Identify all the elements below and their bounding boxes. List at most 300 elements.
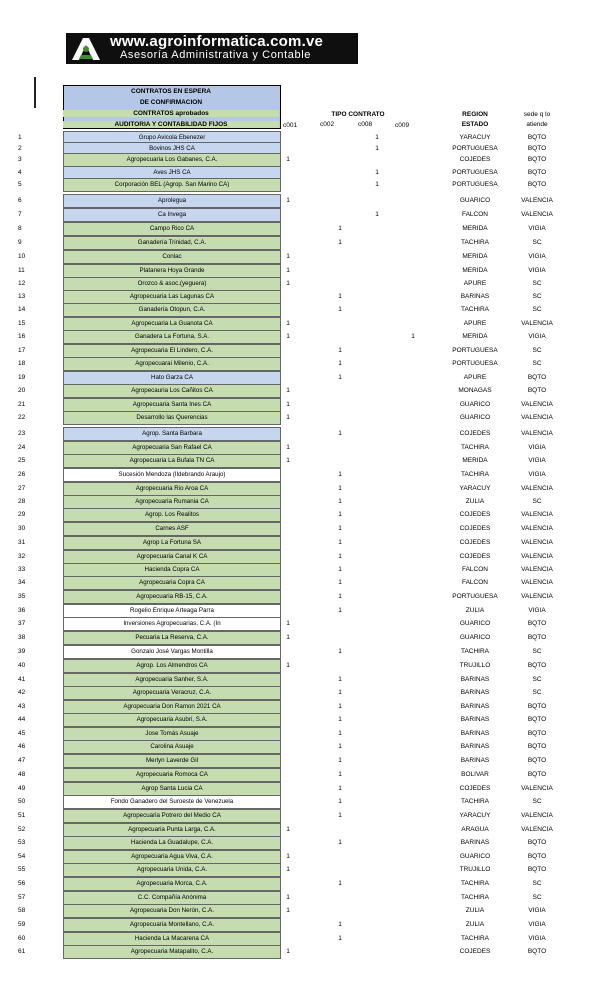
row-number: 41 [18, 676, 26, 683]
row-number: 50 [18, 798, 26, 805]
region-cell: BARINAS [460, 743, 490, 750]
table-row [0, 384, 603, 397]
table-row [0, 631, 603, 644]
row-number: 35 [18, 593, 26, 600]
tipo-c002-cell: 1 [338, 225, 342, 232]
region-cell: MERIDA [462, 225, 488, 232]
company-name-cell[interactable]: Sucesión Mendoza (Ildebrando Araujo) [63, 468, 281, 482]
region-cell: BARINAS [460, 293, 490, 300]
sede-cell: VIGIA [528, 225, 546, 232]
table-row [0, 277, 603, 290]
company-name-cell[interactable]: Agrop La Fortuna SA [63, 536, 281, 550]
company-name-cell[interactable]: Agropecuaria Asubri, S.A. [63, 713, 281, 727]
region-cell: COJEDES [459, 785, 491, 792]
region-cell: PORTUGUESA [452, 593, 498, 600]
sede-cell: BQTO [527, 662, 547, 669]
company-name-cell[interactable]: Orozco & asoc.(yeguera) [63, 277, 281, 291]
company-name-cell[interactable]: Agropecuaria Montellano, C.A. [63, 918, 281, 932]
tipo-c001-cell: 1 [286, 253, 290, 260]
table-row [0, 904, 603, 917]
company-name-cell[interactable]: Agropecuaria Punta Larga, C.A. [63, 823, 281, 837]
sede-cell: BQTO [527, 620, 547, 627]
region-cell: ARAGUA [461, 826, 489, 833]
table-row [0, 673, 603, 686]
company-name-cell[interactable]: Fondo Ganadero del Suroeste de Venezuela [63, 795, 281, 809]
sede-cell: VIGIA [528, 935, 546, 942]
company-name-cell[interactable]: Agropecuaria Los Gabanes, C.A. [63, 153, 281, 167]
logo-subtitle: Asesoría Administrativa y Contable [120, 49, 311, 61]
row-number: 17 [18, 347, 26, 354]
region-cell: ZULIA [465, 921, 485, 928]
table-row [0, 590, 603, 603]
sede-cell: SC [532, 280, 542, 287]
table-row [0, 454, 603, 467]
row-number: 7 [18, 211, 22, 218]
row-number: 25 [18, 457, 26, 464]
company-name-cell[interactable]: Agropecuaria Romoca CA [63, 768, 281, 782]
region-cell: GUARICO [459, 853, 491, 860]
company-name-cell[interactable]: Aves JHS CA [63, 166, 281, 180]
region-cell: PORTUGUESA [452, 145, 498, 152]
tipo-c001-cell: 1 [286, 853, 290, 860]
region-cell: COJEDES [459, 525, 491, 532]
region-cell: GUARICO [459, 401, 491, 408]
company-name-cell[interactable]: Grupo Avicola Ebenezer [63, 131, 281, 145]
table-row [0, 236, 603, 249]
region-cell: ZULIA [465, 498, 485, 505]
table-row [0, 768, 603, 781]
tipo-c001-cell: 1 [286, 333, 290, 340]
region-cell: GUARICO [459, 414, 491, 421]
company-name-cell[interactable]: Inversiones Agropecuarias, C.A. (In [63, 617, 281, 631]
table-row [0, 809, 603, 822]
table-row [0, 508, 603, 521]
sede-cell: VIGIA [528, 267, 546, 274]
table-row [0, 877, 603, 890]
row-number: 28 [18, 498, 26, 505]
company-name-cell[interactable]: Ca Invega [63, 208, 281, 222]
sede-cell: VIGIA [528, 444, 546, 451]
tipo-c002-cell: 1 [338, 730, 342, 737]
sede-cell: BQTO [527, 387, 547, 394]
tipo-c002-cell: 1 [338, 498, 342, 505]
company-name-cell[interactable]: Agropecuaria RB-15, C.A. [63, 590, 281, 604]
tipo-c002-cell: 1 [338, 293, 342, 300]
row-number: 27 [18, 485, 26, 492]
row-number: 53 [18, 839, 26, 846]
region-cell: PORTUGUESA [452, 169, 498, 176]
tipo-c002-cell: 1 [338, 785, 342, 792]
region-header-2: ESTADO [461, 121, 489, 128]
sede-cell: BQTO [527, 730, 547, 737]
row-number: 1 [18, 134, 22, 141]
company-name-cell[interactable]: Rogelio Enrique Arteaga Parra [63, 604, 281, 618]
text-cursor [34, 77, 36, 108]
tipo-c002-cell: 1 [338, 374, 342, 381]
row-number: 49 [18, 785, 26, 792]
company-name-cell[interactable]: Pecuaria La Reserva, C.A. [63, 631, 281, 645]
table-row [0, 727, 603, 740]
tipo-c002-cell: 1 [338, 430, 342, 437]
company-name-cell[interactable]: Agropecuaria Morca, C.A. [63, 877, 281, 891]
tipo-c002-cell: 1 [338, 648, 342, 655]
sede-header-2: atiende [526, 121, 548, 128]
region-cell: BARINAS [460, 716, 490, 723]
sede-cell: VIGIA [528, 457, 546, 464]
sede-cell: VALENCIA [521, 826, 553, 833]
sede-cell: VALENCIA [521, 525, 553, 532]
agroinformatica-logo [66, 33, 358, 64]
sede-cell: VALENCIA [521, 197, 553, 204]
sede-cell: VIGIA [528, 921, 546, 928]
tipo-c002-cell: 1 [338, 306, 342, 313]
tipo-c002-cell: 1 [338, 935, 342, 942]
company-name-cell[interactable]: Agropecuaria Rumania CA [63, 495, 281, 509]
region-cell: PORTUGUESA [452, 360, 498, 367]
tipo-c002-cell: 1 [338, 921, 342, 928]
region-cell: APURE [463, 280, 487, 287]
region-cell: TACHIRA [460, 239, 490, 246]
table-row [0, 411, 603, 424]
tipo-c001-cell: 1 [286, 866, 290, 873]
tipo-c002-cell: 1 [338, 360, 342, 367]
region-cell: FALCON [461, 579, 488, 586]
row-number: 6 [18, 197, 22, 204]
company-name-cell[interactable]: Ganadera La Fortuna, S.A. [63, 330, 281, 344]
tipo-c001-cell: 1 [286, 620, 290, 627]
table-row [0, 740, 603, 753]
company-name-cell[interactable]: Agrop. Santa Barbara [63, 427, 281, 441]
row-number: 39 [18, 648, 26, 655]
company-name-cell[interactable]: Jose Tomás Asuaje [63, 727, 281, 741]
sede-cell: VALENCIA [521, 593, 553, 600]
col-c002-header: c002 [320, 121, 335, 128]
table-row [0, 645, 603, 658]
company-name-cell[interactable]: Campo Rico CA [63, 222, 281, 236]
row-number: 5 [18, 181, 22, 188]
tipo-c001-cell: 1 [286, 894, 290, 901]
region-cell: COJEDES [459, 539, 491, 546]
region-cell: MERIDA [462, 267, 488, 274]
tipo-c002-cell: 1 [338, 511, 342, 518]
company-name-cell[interactable]: Ganadería Trinidad, C.A. [63, 236, 281, 250]
table-row [0, 576, 603, 589]
table-row [0, 371, 603, 384]
company-name-cell[interactable]: Aprolegua [63, 194, 281, 208]
company-name-cell[interactable]: Agropecuaria La Guanota CA [63, 317, 281, 331]
company-name-cell[interactable]: Agropecuaria Santa Ines CA [63, 398, 281, 412]
row-number: 48 [18, 771, 26, 778]
region-cell: BARINAS [460, 757, 490, 764]
company-name-cell[interactable]: Agropecuaria Rio Aroa CA [63, 482, 281, 496]
tipo-c002-cell: 1 [338, 839, 342, 846]
table-row [0, 604, 603, 617]
sede-cell: SC [532, 498, 542, 505]
tipo-c002-cell: 1 [338, 566, 342, 573]
row-number: 43 [18, 703, 26, 710]
region-cell: PORTUGUESA [452, 347, 498, 354]
row-number: 32 [18, 553, 26, 560]
tipo-c001-cell: 1 [286, 444, 290, 451]
tipo-c001-cell: 1 [286, 280, 290, 287]
table-row [0, 317, 603, 330]
tipo-c001-cell: 1 [286, 826, 290, 833]
sede-cell: SC [532, 689, 542, 696]
company-name-cell[interactable]: Platanera Hoya Grande [63, 264, 281, 278]
company-name-cell[interactable]: Bovinos JHS CA [63, 142, 281, 156]
sede-cell: VALENCIA [521, 579, 553, 586]
company-name-cell[interactable]: Agropecuaria Canal K CA [63, 550, 281, 564]
table-row [0, 357, 603, 370]
row-number: 3 [18, 156, 22, 163]
tipo-c008-cell: 1 [375, 145, 379, 152]
sede-cell: BQTO [527, 156, 547, 163]
sede-cell: VIGIA [528, 907, 546, 914]
company-name-cell[interactable]: Hacienda Copra CA [63, 563, 281, 577]
row-number: 55 [18, 866, 26, 873]
sede-cell: BQTO [527, 134, 547, 141]
company-name-cell[interactable]: Agropecuaria Agua Viva, C.A. [63, 850, 281, 864]
company-name-cell[interactable]: Desarrollo las Querencias [63, 411, 281, 425]
region-cell: BARINAS [460, 839, 490, 846]
row-number: 16 [18, 333, 26, 340]
table-row [0, 932, 603, 945]
tipo-c001-cell: 1 [286, 948, 290, 955]
region-cell: TACHIRA [460, 306, 490, 313]
table-row [0, 850, 603, 863]
region-cell: COJEDES [459, 553, 491, 560]
region-cell: TACHIRA [460, 798, 490, 805]
row-number: 44 [18, 716, 26, 723]
header-line4: AUDITORIA Y CONTABILIDAD FIJOS [63, 121, 279, 128]
sede-cell: SC [532, 676, 542, 683]
region-header-1: REGION [462, 111, 488, 118]
tipo-c002-cell: 1 [338, 757, 342, 764]
table-row [0, 222, 603, 235]
company-name-cell[interactable]: Agropecuaria San Rafael CA [63, 441, 281, 455]
company-name-cell[interactable]: Agropecuaria Veracruz, C.A. [63, 686, 281, 700]
row-number: 60 [18, 935, 26, 942]
table-row [0, 563, 603, 576]
tipo-c002-cell: 1 [338, 689, 342, 696]
tipo-c002-cell: 1 [338, 676, 342, 683]
table-row [0, 178, 603, 191]
sede-cell: VIGIA [528, 471, 546, 478]
company-name-cell[interactable]: Agropecuaria Don Ramon 2021 CA [63, 700, 281, 714]
region-cell: FALCON [461, 566, 488, 573]
tipo-c002-cell: 1 [338, 771, 342, 778]
table-row [0, 468, 603, 481]
tipo-c002-cell: 1 [338, 485, 342, 492]
tipo-contrato-header: TIPO CONTRATO [331, 111, 385, 118]
region-cell: TACHIRA [460, 880, 490, 887]
company-name-cell[interactable]: Merlyn Laverde Gil [63, 754, 281, 768]
region-cell: MONAGAS [458, 387, 492, 394]
table-row [0, 782, 603, 795]
row-number: 26 [18, 471, 26, 478]
row-number: 59 [18, 921, 26, 928]
col-c009-header: c009 [395, 122, 410, 129]
sede-cell: BQTO [527, 743, 547, 750]
sede-cell: BQTO [527, 145, 547, 152]
sede-cell: VALENCIA [521, 539, 553, 546]
table-row [0, 659, 603, 672]
sede-cell: VALENCIA [521, 566, 553, 573]
region-cell: ZULIA [465, 607, 485, 614]
header-line1: CONTRATOS EN ESPERA [131, 88, 211, 95]
region-cell: YARACUY [459, 812, 491, 819]
tipo-c001-cell: 1 [286, 457, 290, 464]
company-name-cell[interactable]: Agropecuaria El Lindero, C.A. [63, 344, 281, 358]
row-number: 29 [18, 511, 26, 518]
row-number: 57 [18, 894, 26, 901]
row-number: 42 [18, 689, 26, 696]
row-number: 40 [18, 662, 26, 669]
table-row [0, 427, 603, 440]
tipo-c001-cell: 1 [286, 401, 290, 408]
region-cell: GUARICO [459, 197, 491, 204]
row-number: 21 [18, 401, 26, 408]
table-row [0, 264, 603, 277]
table-row [0, 823, 603, 836]
row-number: 24 [18, 444, 26, 451]
table-row [0, 550, 603, 563]
company-name-cell[interactable]: Agrop. Los Realitos [63, 508, 281, 522]
company-name-cell[interactable]: Gonzalo José Vargas Montilla [63, 645, 281, 659]
sede-cell: SC [532, 798, 542, 805]
company-name-cell[interactable]: Agrop Santa Lucia CA [63, 782, 281, 796]
region-cell: APURE [463, 320, 487, 327]
col-c001-header: c001 [283, 122, 298, 129]
row-number: 11 [18, 267, 25, 274]
company-name-cell[interactable]: Agropecuaria La Bufala TN CA [63, 454, 281, 468]
tipo-c001-cell: 1 [286, 414, 290, 421]
tipo-c002-cell: 1 [338, 798, 342, 805]
row-number: 10 [18, 253, 26, 260]
company-name-cell[interactable]: Hacienda La Guadalupe, C.A. [63, 836, 281, 850]
company-name-cell[interactable]: Agropecuarai Milenio, C.A. [63, 357, 281, 371]
tipo-c002-cell: 1 [338, 579, 342, 586]
row-number: 30 [18, 525, 26, 532]
company-name-cell[interactable]: Carolina Asuaje [63, 740, 281, 754]
region-cell: TRUJILLO [459, 866, 491, 873]
tipo-c001-cell: 1 [286, 156, 290, 163]
row-number: 45 [18, 730, 26, 737]
tipo-c002-cell: 1 [338, 471, 342, 478]
company-name-cell[interactable]: Agropecuaria Copra CA [63, 576, 281, 590]
sede-cell: SC [532, 648, 542, 655]
row-number: 20 [18, 387, 26, 394]
row-number: 15 [18, 320, 26, 327]
row-number: 31 [18, 539, 26, 546]
region-cell: MERIDA [462, 333, 488, 340]
row-number: 47 [18, 757, 26, 764]
row-number: 46 [18, 743, 26, 750]
company-name-cell[interactable]: Agrop. Los Almendros CA [63, 659, 281, 673]
sede-cell: SC [532, 239, 542, 246]
sede-cell: SC [532, 306, 542, 313]
table-row [0, 918, 603, 931]
region-cell: TACHIRA [460, 648, 490, 655]
row-number: 36 [18, 607, 26, 614]
logo-site: www.agroinformatica.com.ve [110, 33, 324, 50]
company-name-cell[interactable]: Agropecauria Los Cañitos CA [63, 384, 281, 398]
company-name-cell[interactable]: Conlac [63, 250, 281, 264]
row-number: 61 [18, 948, 26, 955]
sede-cell: VIGIA [528, 333, 546, 340]
region-cell: GUARICO [459, 620, 491, 627]
company-name-cell[interactable]: Agropecuaria Las Lagunas CA [63, 290, 281, 304]
sede-cell: VALENCIA [521, 511, 553, 518]
sede-cell: VALENCIA [521, 320, 553, 327]
table-row [0, 441, 603, 454]
region-cell: MERIDA [462, 457, 488, 464]
sede-cell: VALENCIA [521, 414, 553, 421]
tipo-c002-cell: 1 [338, 743, 342, 750]
region-cell: BOLIVAR [461, 771, 489, 778]
company-name-cell[interactable]: Agropecuaria Sanher, S.A. [63, 673, 281, 687]
tipo-c001-cell: 1 [286, 387, 290, 394]
company-name-cell[interactable]: Agropecuaria Don Nerón, C.A. [63, 904, 281, 918]
col-c008-header: c008 [358, 121, 373, 128]
table-row [0, 482, 603, 495]
table-row [0, 398, 603, 411]
sede-cell: VALENCIA [521, 812, 553, 819]
tipo-c002-cell: 1 [338, 525, 342, 532]
row-number: 54 [18, 853, 26, 860]
table-row [0, 250, 603, 263]
table-row [0, 686, 603, 699]
table-row [0, 713, 603, 726]
table-row [0, 836, 603, 849]
sede-cell: VALENCIA [521, 785, 553, 792]
region-cell: MERIDA [462, 253, 488, 260]
tipo-c002-cell: 1 [338, 239, 342, 246]
row-number: 51 [18, 812, 26, 819]
header-line2: DE CONFIRMACION [139, 99, 203, 106]
region-cell: TRUJILLO [459, 662, 491, 669]
company-name-cell[interactable]: Ganadería Otopun, C.A. [63, 303, 281, 317]
sede-cell: BQTO [527, 757, 547, 764]
sede-cell: VALENCIA [521, 401, 553, 408]
sede-cell: BQTO [527, 703, 547, 710]
row-number: 9 [18, 239, 22, 246]
company-name-cell[interactable]: Hacienda La Macarena CA [63, 932, 281, 946]
company-name-cell[interactable]: Agropecuaria Potrero del Medio CA [63, 809, 281, 823]
company-name-cell[interactable]: Agropecuaria Matapalito, C.A. [63, 945, 281, 959]
sede-cell: BQTO [527, 374, 547, 381]
row-number: 52 [18, 826, 26, 833]
sede-cell: VIGIA [528, 253, 546, 260]
row-number: 4 [18, 169, 22, 176]
company-name-cell[interactable]: Corporación BEL (Agrop. San Marino CA) [63, 178, 281, 192]
sede-header-1: sede q lo [523, 111, 551, 118]
row-number: 34 [18, 579, 26, 586]
table-row [0, 536, 603, 549]
row-number: 37 [18, 620, 26, 627]
table-row [0, 495, 603, 508]
company-name-cell[interactable]: C.C. Compañía Anónima [63, 891, 281, 905]
sede-cell: SC [532, 347, 542, 354]
region-cell: COJEDES [459, 156, 491, 163]
tipo-c002-cell: 1 [338, 880, 342, 887]
table-row [0, 522, 603, 535]
tipo-c001-cell: 1 [286, 907, 290, 914]
company-name-cell[interactable]: Hato Garza CA [63, 371, 281, 385]
table-row [0, 617, 603, 630]
company-name-cell[interactable]: Carnes ASF [63, 522, 281, 536]
company-name-cell[interactable]: Agropecuaria Unida, C.A. [63, 863, 281, 877]
